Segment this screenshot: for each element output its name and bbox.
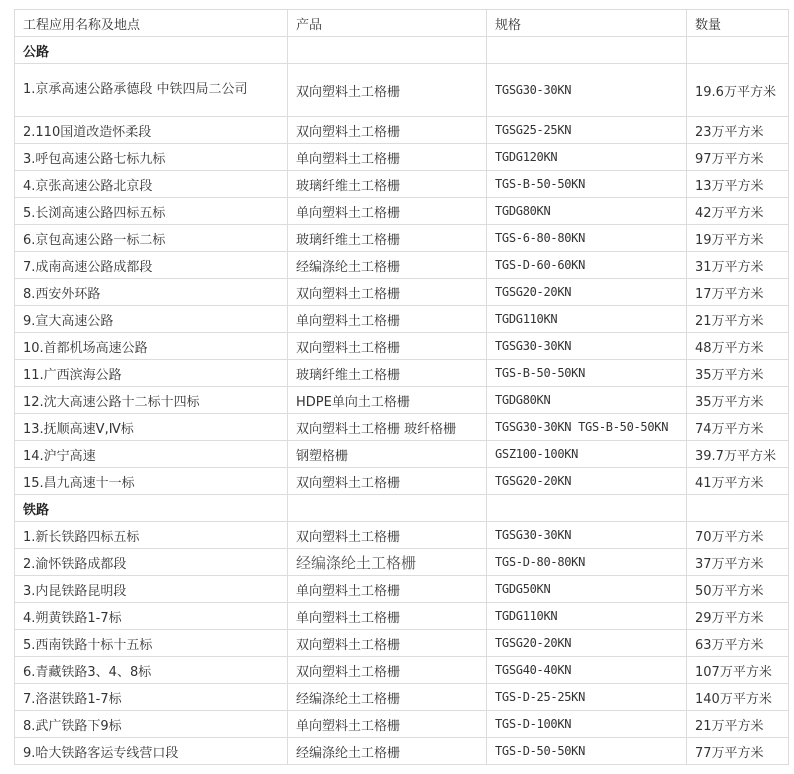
table-row: [15, 630, 789, 657]
product-cell: 经编涤纶土工格栅: [288, 252, 487, 279]
table-row: [15, 522, 789, 549]
spec-cell: TGS-6-80-80KN: [487, 225, 687, 252]
spec-cell: TGSG20-20KN: [487, 630, 687, 657]
quantity-cell: 19万平方米: [687, 225, 789, 252]
quantity-cell: 17万平方米: [687, 279, 789, 306]
quantity-cell: 74万平方米: [687, 414, 789, 441]
quantity-cell: 42万平方米: [687, 198, 789, 225]
table-row: [15, 144, 789, 171]
product-cell: 双向塑料土工格栅: [288, 279, 487, 306]
product-cell: 玻璃纤维土工格栅: [288, 225, 487, 252]
product-cell: 经编涤纶土工格栅: [288, 549, 487, 576]
project-name-cell: 13.抚顺高速Ⅴ,Ⅳ标: [15, 414, 288, 441]
quantity-cell: 35万平方米: [687, 360, 789, 387]
empty-cell: [687, 37, 789, 64]
quantity-cell: 140万平方米: [687, 684, 789, 711]
spec-cell: TGDG110KN: [487, 306, 687, 333]
spec-cell: TGDG50KN: [487, 576, 687, 603]
table-row: [15, 117, 789, 144]
quantity-cell: 48万平方米: [687, 333, 789, 360]
product-cell: 双向塑料土工格栅: [288, 657, 487, 684]
table-row: [15, 468, 789, 495]
table-body: [15, 37, 789, 765]
project-name-cell: 6.青藏铁路3、4、8标: [15, 657, 288, 684]
spec-cell: TGSG40-40KN: [487, 657, 687, 684]
table-row: [15, 576, 789, 603]
header-name: 工程应用名称及地点: [15, 10, 288, 37]
quantity-cell: 50万平方米: [687, 576, 789, 603]
spec-cell: TGS-D-50-50KN: [487, 738, 687, 765]
quantity-cell: 35万平方米: [687, 387, 789, 414]
quantity-cell: 29万平方米: [687, 603, 789, 630]
table-row: [15, 198, 789, 225]
table-row: [15, 306, 789, 333]
product-cell: 钢塑格栅: [288, 441, 487, 468]
header-row: [15, 10, 789, 37]
table-row: [15, 333, 789, 360]
project-name-cell: 7.成南高速公路成都段: [15, 252, 288, 279]
quantity-cell: 31万平方米: [687, 252, 789, 279]
project-name-cell: 15.昌九高速十一标: [15, 468, 288, 495]
table-row: [15, 171, 789, 198]
product-cell: 玻璃纤维土工格栅: [288, 171, 487, 198]
quantity-cell: 70万平方米: [687, 522, 789, 549]
product-cell: 双向塑料土工格栅: [288, 333, 487, 360]
spec-cell: TGSG30-30KN: [487, 333, 687, 360]
spec-cell: TGS-D-60-60KN: [487, 252, 687, 279]
quantity-cell: 77万平方米: [687, 738, 789, 765]
table-row: [15, 225, 789, 252]
quantity-cell: 21万平方米: [687, 711, 789, 738]
quantity-cell: 41万平方米: [687, 468, 789, 495]
spec-cell: TGSG30-30KN TGS-B-50-50KN: [487, 414, 687, 441]
product-cell: 双向塑料土工格栅 玻纤格栅: [288, 414, 487, 441]
project-name-cell: 5.西南铁路十标十五标: [15, 630, 288, 657]
project-name-cell: 9.宣大高速公路: [15, 306, 288, 333]
table-row: [15, 711, 789, 738]
spec-cell: TGSG20-20KN: [487, 468, 687, 495]
product-cell: 经编涤纶土工格栅: [288, 684, 487, 711]
product-cell: HDPE单向土工格栅: [288, 387, 487, 414]
empty-cell: [687, 495, 789, 522]
table-row: [15, 441, 789, 468]
project-name-cell: 11.广西滨海公路: [15, 360, 288, 387]
product-cell: 经编涤纶土工格栅: [288, 738, 487, 765]
product-cell: 单向塑料土工格栅: [288, 144, 487, 171]
project-name-cell: 2.110国道改造怀柔段: [15, 117, 288, 144]
quantity-cell: 39.7万平方米: [687, 441, 789, 468]
product-cell: 双向塑料土工格栅: [288, 522, 487, 549]
spec-cell: TGSG25-25KN: [487, 117, 687, 144]
section-row: [15, 37, 789, 64]
table-row: [15, 603, 789, 630]
spec-cell: TGDG80KN: [487, 387, 687, 414]
project-name-cell: 2.渝怀铁路成都段: [15, 549, 288, 576]
quantity-cell: 21万平方米: [687, 306, 789, 333]
spec-cell: GSZ100-100KN: [487, 441, 687, 468]
project-name-cell: 1.京承高速公路承德段 中铁四局二公司: [15, 64, 288, 117]
product-cell: 单向塑料土工格栅: [288, 198, 487, 225]
empty-cell: [288, 37, 487, 64]
header-quantity: 数量: [687, 10, 789, 37]
section-title: 铁路: [15, 495, 288, 522]
quantity-cell: 37万平方米: [687, 549, 789, 576]
project-name-cell: 5.长浏高速公路四标五标: [15, 198, 288, 225]
spec-cell: TGS-B-50-50KN: [487, 171, 687, 198]
project-name-cell: 6.京包高速公路一标二标: [15, 225, 288, 252]
product-cell: 单向塑料土工格栅: [288, 576, 487, 603]
spec-cell: TGSG30-30KN: [487, 522, 687, 549]
empty-cell: [288, 495, 487, 522]
project-name-cell: 4.京张高速公路北京段: [15, 171, 288, 198]
product-cell: 双向塑料土工格栅: [288, 64, 487, 117]
quantity-cell: 97万平方米: [687, 144, 789, 171]
product-cell: 玻璃纤维土工格栅: [288, 360, 487, 387]
table-row: [15, 657, 789, 684]
quantity-cell: 13万平方米: [687, 171, 789, 198]
quantity-cell: 19.6万平方米: [687, 64, 789, 117]
table-row: [15, 387, 789, 414]
spec-cell: TGDG80KN: [487, 198, 687, 225]
table-row: [15, 738, 789, 765]
project-table: [14, 9, 789, 765]
section-row: [15, 495, 789, 522]
spec-cell: TGS-D-25-25KN: [487, 684, 687, 711]
table-row: [15, 279, 789, 306]
project-name-cell: 3.呼包高速公路七标九标: [15, 144, 288, 171]
header-spec: 规格: [487, 10, 687, 37]
empty-cell: [487, 37, 687, 64]
table-row: [15, 64, 789, 117]
table-row: [15, 360, 789, 387]
product-cell: 单向塑料土工格栅: [288, 711, 487, 738]
product-cell: 双向塑料土工格栅: [288, 117, 487, 144]
quantity-cell: 23万平方米: [687, 117, 789, 144]
project-name-cell: 4.朔黄铁路1-7标: [15, 603, 288, 630]
project-name-cell: 8.武广铁路下9标: [15, 711, 288, 738]
table-row: [15, 684, 789, 711]
spec-cell: TGS-D-100KN: [487, 711, 687, 738]
table-row: [15, 414, 789, 441]
project-name-cell: 12.沈大高速公路十二标十四标: [15, 387, 288, 414]
spec-cell: TGSG30-30KN: [487, 64, 687, 117]
product-cell: 双向塑料土工格栅: [288, 468, 487, 495]
project-name-cell: 9.哈大铁路客运专线营口段: [15, 738, 288, 765]
table-row: [15, 549, 789, 576]
project-name-cell: 1.新长铁路四标五标: [15, 522, 288, 549]
quantity-cell: 63万平方米: [687, 630, 789, 657]
project-name-cell: 8.西安外环路: [15, 279, 288, 306]
project-name-cell: 10.首都机场高速公路: [15, 333, 288, 360]
empty-cell: [487, 495, 687, 522]
project-name-cell: 7.洛湛铁路1-7标: [15, 684, 288, 711]
spec-cell: TGS-D-80-80KN: [487, 549, 687, 576]
spec-cell: TGDG120KN: [487, 144, 687, 171]
product-cell: 双向塑料土工格栅: [288, 630, 487, 657]
spec-cell: TGSG20-20KN: [487, 279, 687, 306]
project-name-cell: 14.沪宁高速: [15, 441, 288, 468]
section-title: 公路: [15, 37, 288, 64]
spec-cell: TGS-B-50-50KN: [487, 360, 687, 387]
spec-cell: TGDG110KN: [487, 603, 687, 630]
header-product: 产品: [288, 10, 487, 37]
table-row: [15, 252, 789, 279]
product-cell: 单向塑料土工格栅: [288, 306, 487, 333]
project-name-cell: 3.内昆铁路昆明段: [15, 576, 288, 603]
quantity-cell: 107万平方米: [687, 657, 789, 684]
product-cell: 单向塑料土工格栅: [288, 603, 487, 630]
